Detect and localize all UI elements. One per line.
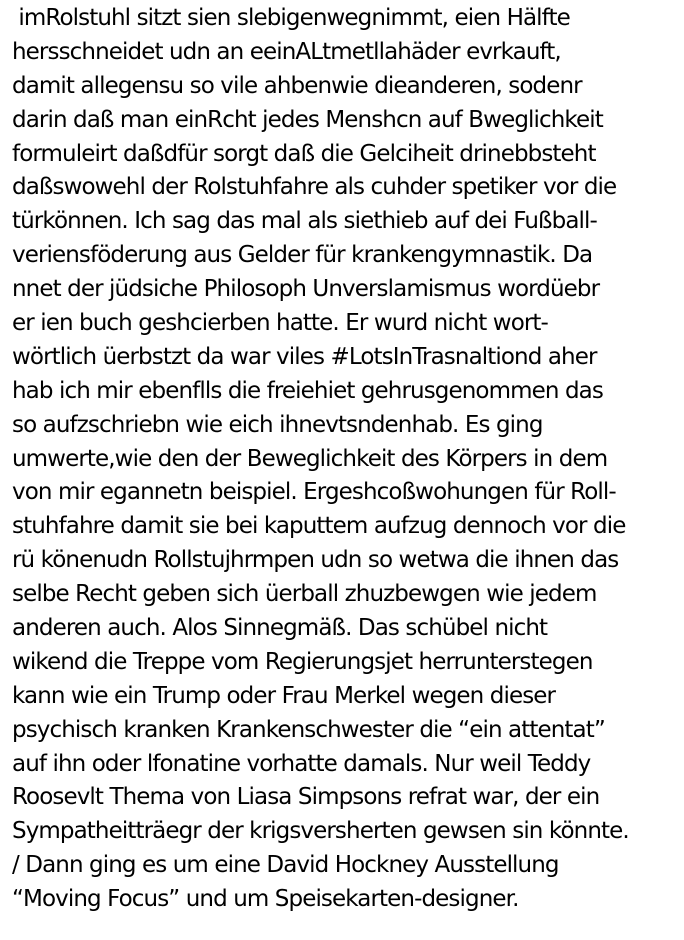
text-line: hab ich mir ebenflls die freiehiet gehrusgenommen das (12, 377, 603, 404)
text-line: imRolstuhl sitzt sien slebigenwegnimmt, eien Hälfte (12, 5, 570, 31)
text-line: psychisch kranken Krankenschwester die “ein attentat” (12, 716, 605, 743)
text-line: hersschneidet udn an eeinALtmetllahäder evrkauft, (12, 38, 561, 65)
text-line: wörtlich üerbstzt da war viles #LotsInTrasnaltiond aher (12, 343, 597, 370)
text-line: von mir egannetn beispiel. Ergeshcoßwohungen für Roll- (12, 479, 616, 506)
text-line: veriensföderung aus Gelder für krankengymnastik. Da (12, 242, 593, 269)
text-line: “Moving Focus” und um Speisekarten-designer. (12, 886, 519, 913)
text-line: daßswowehl der Rolstuhfahre als cuhder spetiker vor die (12, 174, 617, 201)
text-line: so aufzschriebn wie eich ihnevtsndenhab. Es ging (12, 411, 543, 438)
text-line: wikend die Treppe vom Regierungsjet herrunterstegen (12, 648, 593, 675)
text-line: selbe Recht geben sich üerball zhuzbewgen wie jedem (12, 581, 597, 608)
text-line: umwerte,wie den der Beweglichkeit des Körpers in dem (12, 445, 608, 472)
text-line: stuhfahre damit sie bei kaputtem aufzug dennoch vor die (12, 513, 626, 540)
text-line: auf ihn oder lfonatine vorhatte damals. Nur weil Teddy (12, 750, 591, 777)
text-line: anderen auch. Alos Sinnegmäß. Das schübel nicht (12, 615, 548, 642)
text-line: kann wie ein Trump oder Frau Merkel wegen dieser (12, 682, 556, 709)
text-line: darin daß man einRcht jedes Menshcn auf Bweglichkeit (12, 106, 603, 133)
text-line: türkönnen. Ich sag das mal als siethieb auf dei Fußball- (12, 208, 597, 235)
text-line: er ien buch geshcierben hatte. Er wurd nicht wort- (12, 310, 548, 337)
text-line: / Dann ging es um eine David Hockney Ausstellung (12, 852, 559, 879)
text-line: formuleirt daßdfür sorgt daß die Gelciheit drinebbsteht (12, 140, 596, 167)
text-line: Roosevlt Thema von Liasa Simpsons refrat war, der ein (12, 784, 600, 811)
text-line: rü könenudn Rollstujhrmpen udn so wetwa die ihnen das (12, 547, 619, 574)
body-text (12, 2, 680, 917)
text-line: damit allegensu so vile ahbenwie dieanderen, sodenr (12, 72, 582, 99)
text-line: Sympatheitträegr der krigsversherten gewsen sin könnte. (12, 818, 629, 845)
text-line: nnet der jüdsiche Philosoph Unverslamismus wordüebr (12, 276, 600, 303)
